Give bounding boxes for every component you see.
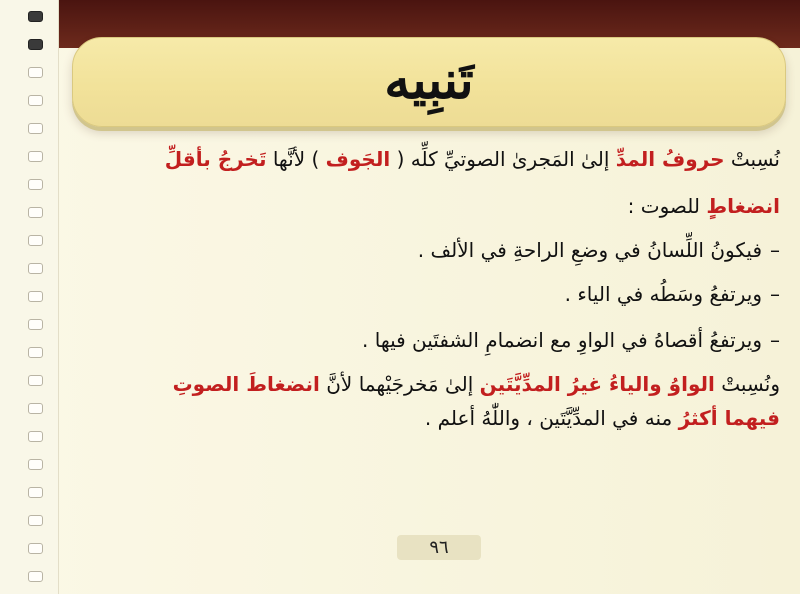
binding-ring [28,291,43,302]
binding-ring [28,39,43,50]
text-segment: إلىٰ المَجرىٰ الصوتيِّ كلِّه ( [390,147,616,171]
paragraph-compression [58,189,780,224]
bullet-dash: – [770,238,780,262]
binding-ring [28,179,43,190]
binding-ring [28,235,43,246]
paragraph-non-madd [58,367,780,435]
binding-ring [28,487,43,498]
content-body [58,142,780,532]
bullet-waw [58,323,780,358]
binding-ring [28,375,43,386]
text-segment: منه في المدِّيَّتَين ، واللّٰهُ أعلم . [424,406,679,430]
binding-ring [28,543,43,554]
binding-ring [28,263,43,274]
bullet-dash: – [770,282,780,306]
page-title: تَنبِيه [384,50,474,111]
bullet-text: ويرتفعُ وسَطُه في الياء . [564,282,762,306]
bullet-alif [58,233,780,268]
text-segment: ونُسِبتْ [714,372,780,396]
bullet-text: فيكونُ اللِّسانُ في وضعِ الراحةِ في الألف . [417,238,762,262]
binding-ring [28,571,43,582]
page-number: ٩٦ [397,535,481,560]
bullet-ya [58,277,780,312]
binding-ring [28,459,43,470]
paragraph-madd-letters [58,142,780,177]
text-segment: نُسِبتْ [724,147,780,171]
highlight-waw-ya-non-madd: الواوُ والياءُ غيرُ المدِّيَّتَين [479,372,715,396]
binding-ring [28,67,43,78]
binding-ring [28,207,43,218]
binding-ring [28,403,43,414]
text-segment: للصوت : [627,194,707,218]
highlight-sound-compression: انضغاطَ الصوتِ [172,372,320,396]
binding-ring [28,347,43,358]
bullet-text: ويرتفعُ أقصاهُ في الواوِ مع انضمامِ الشفتَين فيها . [362,328,762,352]
highlight-compression: انضغاطٍ [706,194,780,218]
binding-ring [28,95,43,106]
binding-ring [28,319,43,330]
text-segment: إلىٰ مَخرجَيْهما لأنَّ [319,372,480,396]
text-segment: ) لأنَّها [266,147,326,171]
highlight-exit-least: تَخرجُ بأقلِّ [164,147,267,171]
spiral-binding [0,0,59,594]
binding-ring [28,123,43,134]
binding-ring [28,11,43,22]
binding-ring [28,151,43,162]
bullet-dash: – [770,328,780,352]
highlight-more-in-them: فيهما أكثرُ [678,406,780,430]
highlight-madd-letters: حروفُ المدِّ [615,147,725,171]
binding-ring [28,515,43,526]
highlight-jawf: الجَوف [325,147,391,171]
binding-ring [28,431,43,442]
title-banner [72,37,786,127]
